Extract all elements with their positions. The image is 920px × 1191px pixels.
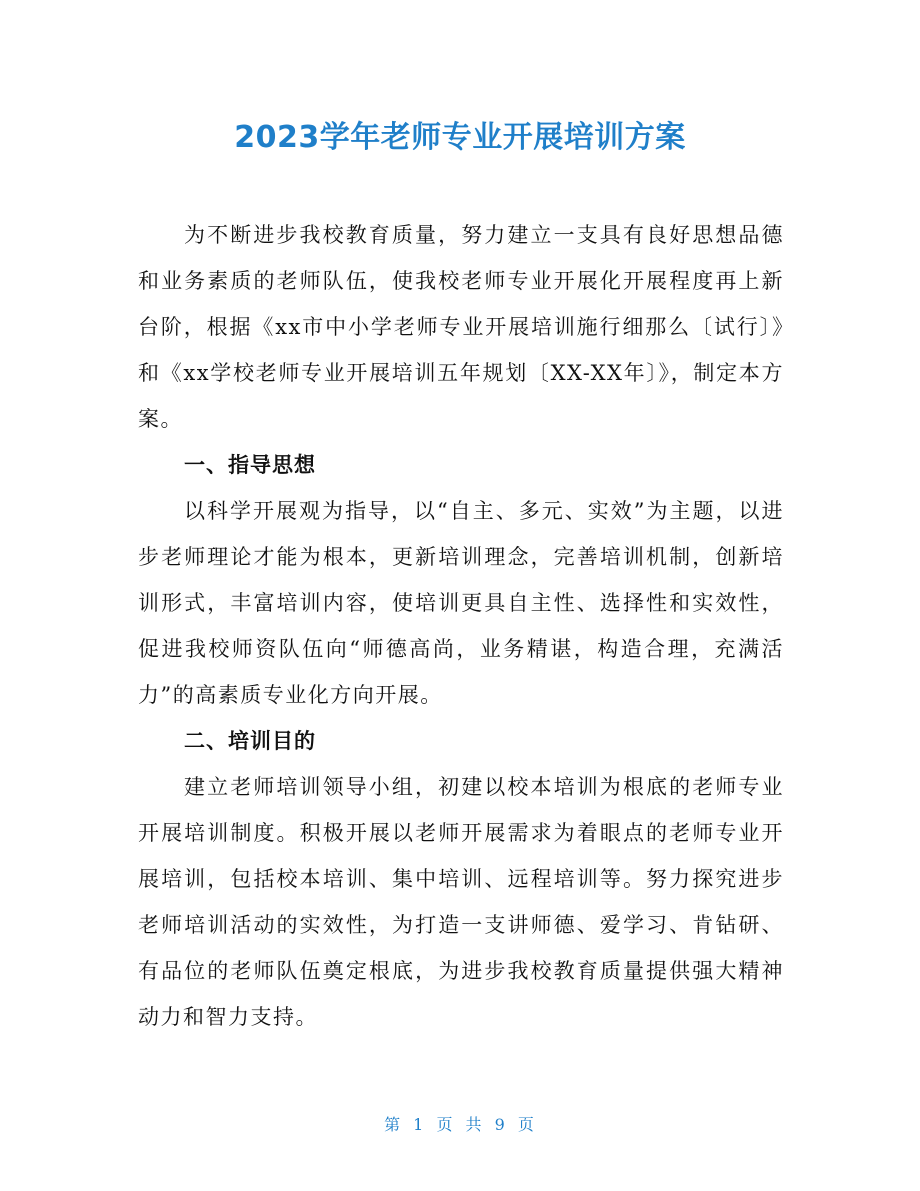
section-heading: 二、培训目的 (184, 729, 316, 753)
intro-paragraph: 为不断进步我校教育质量，努力建立一支具有良好思想品德和业务素质的老师队伍，使我校老师专业开展化开展程度再上新台阶，根据《xx市中小学老师专业开展培训施行细那么〔试行〕》和《xx学校老师专业开展培训五年规划〔XX-XX年〕》，制定本方案。 (138, 223, 784, 431)
section-paragraph: 建立老师培训领导小组，初建以校本培训为根底的老师专业开展培训制度。积极开展以老师开展需求为着眼点的老师专业开展培训，包括校本培训、集中培训、远程培训等。努力探究进步老师培训活动的实效性，为打造一支讲师德、爱学习、肯钻研、有品位的老师队伍奠定根底，为进步我校教育质量提供强大精神动力和智力支持。 (138, 775, 784, 1029)
section-heading: 一、指导思想 (184, 453, 316, 477)
section-guiding-ideology (138, 442, 784, 718)
page-number-footer: 第 1 页 共 9 页 (384, 1115, 536, 1134)
section-training-goal (138, 718, 784, 1040)
document-body (138, 212, 784, 1040)
document-title: 2023学年老师专业开展培训方案 (234, 120, 686, 155)
section-paragraph: 以科学开展观为指导，以“自主、多元、实效”为主题，以进步老师理论才能为根本，更新培训理念，完善培训机制，创新培训形式，丰富培训内容，使培训更具自主性、选择性和实效性，促进我校师资队伍向“师德高尚，业务精谌，构造合理，充满活力”的高素质专业化方向开展。 (138, 499, 784, 707)
